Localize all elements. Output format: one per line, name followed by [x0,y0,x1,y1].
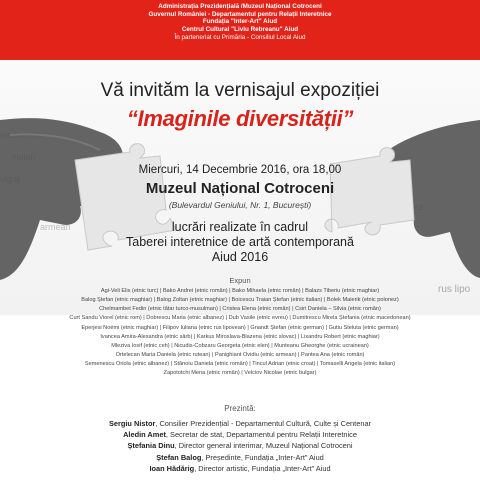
presenters-label: Prezintă: [224,404,256,413]
bg-word-4: armean [40,222,71,232]
presenter-line [0,452,480,463]
exhibitors-line: Semenescu Oriola (etnic albanez) | Stănoiu Daniela (etnic român) | Tincul Adrian (etnic croat) | Tomaselli Angela (etnic italian) [84,361,396,368]
presenter-line [0,429,480,440]
banner-line-2: Guvernul României - Departamentul pentru Relații Interetnice [148,10,332,18]
banner-line-4: Centrul Cultural "Liviu Rebreanu" Aiud [181,26,299,34]
exhibitors-line: Balog Ștefan (etnic maghiar) | Balog Zoltan (etnic maghiar) | Boicescu Traian Ștefan (etnic italian) | Bolek Maierik (etnic polonez) [81,297,399,304]
presenters-list [0,418,480,474]
event-address: (Bulevardul Geniului, Nr. 1, București) [168,200,312,210]
banner-line-3: Fundația "Inter-Art" Aiud [202,18,278,26]
presenter-name: Ioan Hădărig [149,463,195,473]
header-banner [0,0,480,60]
presenter-role: , Consilier Prezidențial - Departamentul Cultură, Culte și Centenar [155,419,372,428]
banner-line-5: În parteneriat cu Primăria - Consiliul Local Aiud [174,33,306,41]
presenter-role: , Director general interimar, Muzeul Național Cotroceni [174,441,353,451]
camp-name: Taberei interetnice de artă contemporană [126,235,354,249]
exhibitors-line: Ortelecan Maria Daniela (etnic rutean) | Panighiant Ovidiu (etnic armean) | Pantea Ana (etnic român) [115,352,365,359]
presenter-name: Sergiu Nistor [108,419,156,428]
camp-year: Aiud 2016 [211,250,269,264]
exhibitors-line: Chelmambet Fedin (etnic tătar turco-musulman) | Cristea Elena (etnic român) | Csiri Daniela – Silvia (etnic român) [99,306,381,313]
works-intro: lucrări realizate în cadrul [171,220,309,234]
presenter-name: Ștefan Balog [156,452,202,462]
exhibitors-line: Eperjesi Noémi (etnic maghiar) | Filipov Iuliana (etnic rus lipovean) | Gnandt Ștefan (etnic german) | Gutiu Steluta (etnic german) [81,324,399,331]
bg-word-7: rus lipo [438,284,471,295]
presenter-line [0,463,480,474]
exhibitors-label: Expun [229,276,251,285]
exhibitors-line: Agi-Veli Elis (etnic turc) | Bako Andrei (etnic român) | Bako Mihaela (etnic român) | Balazs Tiberiu (etnic maghiar) [100,288,380,294]
banner-line-1: Administrația Prezidențială /Muzeul Național Cotroceni [158,3,322,10]
exhibitors-line: Ivancea Amira-Alexandra (etnic sârb) | Karkus Miroslava-Blazena (etnic slovac) | Lixandru Robert (etnic maghiar) [100,333,380,340]
exhibitors-line: Curt Sandu Viorel (etnic rom) | Dobrescu Maria (etnic albanez) | Dub Vasile (etnic evreu) | Dumitrescu Mirela Ștefania (etnic macedonean) [69,315,411,322]
event-date: Miercuri, 14 Decembrie 2016, ora 18,00 [138,164,342,176]
presenter-role: , Director artistic, Fundația „Inter-Art” Aiud [194,463,331,473]
exhibitors-line: Zapototchi Mena (etnic român) | Velciov Nicolae (etnic bulgar) [163,370,317,377]
presenter-line [0,440,480,451]
exhibitors-list [40,287,440,379]
exhibitors-line: Mlezivа Iosif (etnic ceh) | Nicudis-Cobzaru Georgeta (etnic elen) | Munteanu Gheorghe (etnic ucrainean) [111,342,369,349]
presenter-role: , Secretar de stat, Departamentul pentru Relații Interetnice [165,430,357,440]
presenter-name: Aledin Amet [123,430,166,440]
invitation-heading: Vă invităm la vernisajul expoziției [100,80,380,101]
event-venue: Muzeul Național Cotroceni [145,180,335,197]
presenter-line [0,418,480,429]
exhibition-title: “Imaginile diversității” [126,106,354,131]
presenter-name: Ștefania Dinu [127,441,175,451]
presenter-role: , Președinte, Fundația „Inter-Art” Aiud [201,452,324,462]
